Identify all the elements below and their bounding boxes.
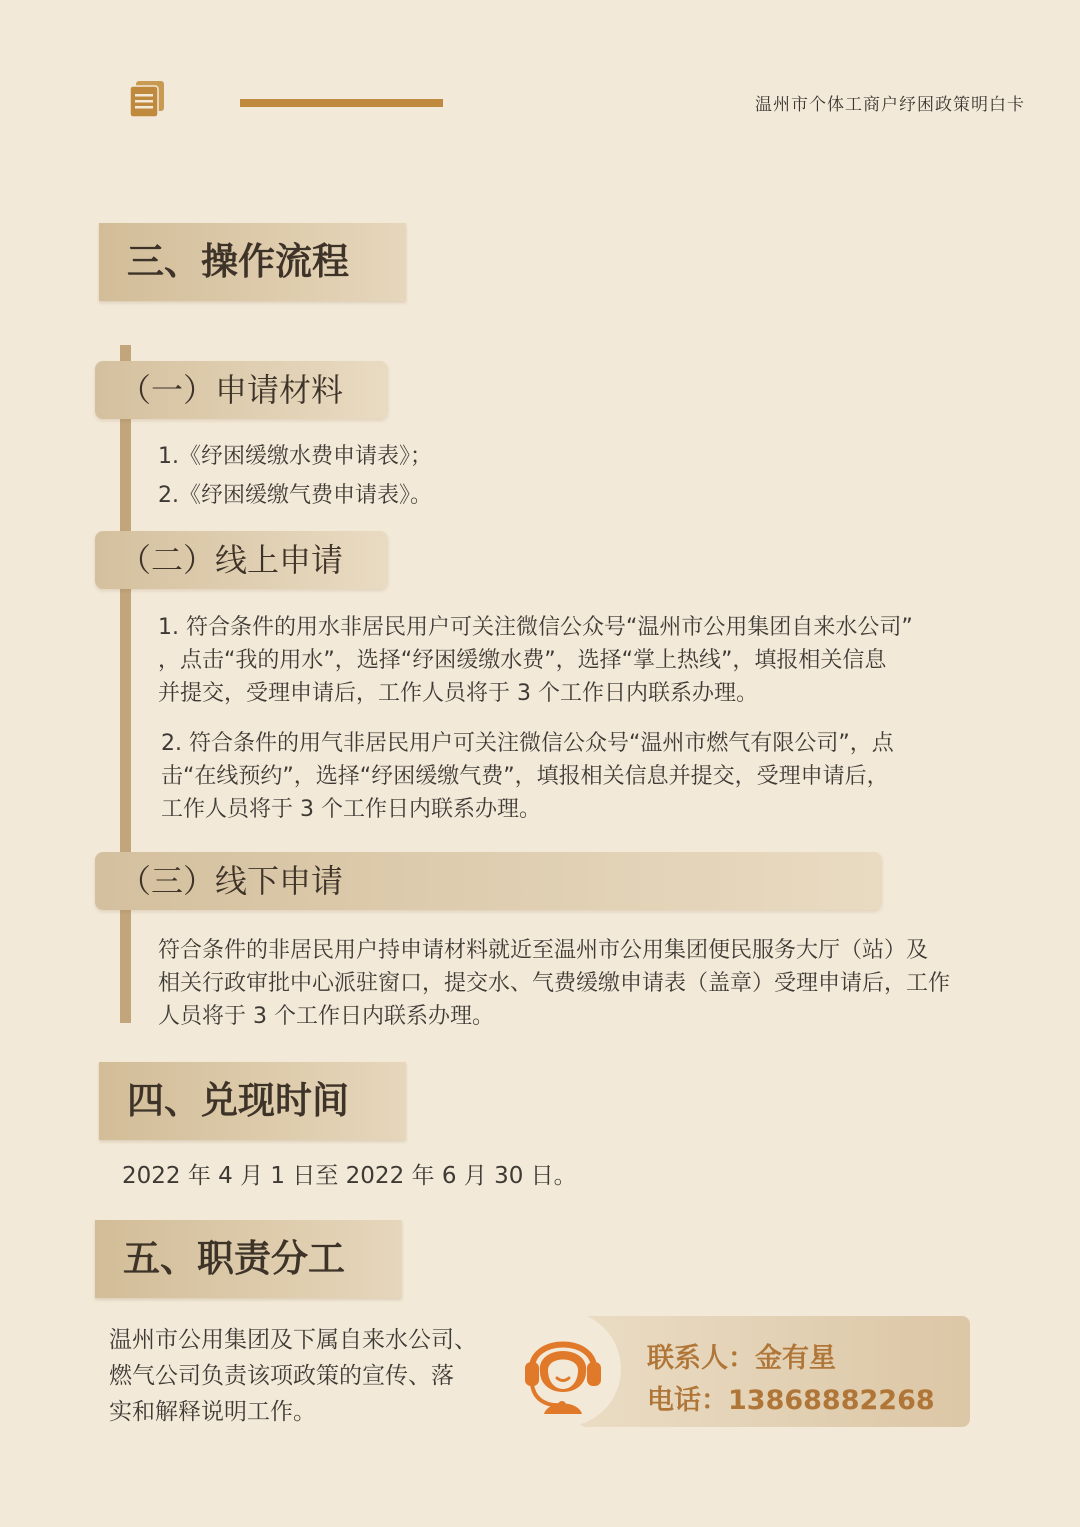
online-para-2-line-1: 2. 符合条件的用气非居民用户可关注微信公众号“温州市燃气有限公司”，点 bbox=[161, 731, 894, 756]
section-3-header: 三、操作流程 bbox=[99, 223, 406, 301]
header-title: 温州市个体工商户纾困政策明白卡 bbox=[755, 95, 1025, 115]
online-para-2-line-2: 击“在线预约”，选择“纾困缓缴气费”，填报相关信息并提交，受理申请后， bbox=[161, 764, 889, 789]
offline-para-line-1: 符合条件的非居民用户持申请材料就近至温州市公用集团便民服务大厅（站）及 bbox=[158, 938, 929, 963]
contact-person bbox=[647, 1336, 836, 1375]
contact-phone-number: 13868882268 bbox=[728, 1385, 935, 1416]
material-item-1: 1.《纾困缓缴水费申请表》； bbox=[158, 444, 432, 469]
online-para-2-line-3: 工作人员将于 3 个工作日内联系办理。 bbox=[161, 797, 541, 822]
online-para-1-line-2: ，点击“我的用水”，选择“纾困缓缴水费”，选择“掌上热线”，填报相关信息 bbox=[158, 648, 887, 673]
online-para-1-line-3: 并提交，受理申请后，工作人员将于 3 个工作日内联系办理。 bbox=[158, 681, 758, 706]
header-rule bbox=[240, 99, 443, 107]
subsection-2-header: （二）线上申请 bbox=[95, 531, 388, 589]
material-item-2: 2.《纾困缓缴气费申请表》。 bbox=[158, 483, 432, 508]
duty-line-3: 实和解释说明工作。 bbox=[109, 1399, 316, 1425]
contact-person-name: 金有星 bbox=[755, 1343, 836, 1374]
contact-phone bbox=[647, 1378, 935, 1417]
subsection-1-header: （一）申请材料 bbox=[95, 361, 388, 419]
redemption-period: 2022 年 4 月 1 日至 2022 年 6 月 30 日。 bbox=[122, 1163, 577, 1189]
section-4-header: 四、兑现时间 bbox=[99, 1062, 406, 1140]
offline-para-line-3: 人员将于 3 个工作日内联系办理。 bbox=[158, 1004, 494, 1029]
subsection-3-header: （三）线下申请 bbox=[95, 852, 882, 910]
duty-line-1: 温州市公用集团及下属自来水公司、 bbox=[109, 1327, 477, 1353]
contact-phone-label: 电话： bbox=[647, 1385, 728, 1416]
online-para-1-line-1: 1. 符合条件的用水非居民用户可关注微信公众号“温州市公用集团自来水公司” bbox=[158, 615, 913, 640]
document-stack-icon bbox=[128, 80, 166, 118]
duty-line-2: 燃气公司负责该项政策的宣传、落 bbox=[109, 1363, 454, 1389]
offline-para-line-2: 相关行政审批中心派驻窗口，提交水、气费缓缴申请表（盖章）受理申请后，工作 bbox=[158, 971, 951, 996]
timeline-bar bbox=[120, 345, 131, 1023]
customer-service-headset-icon bbox=[516, 1322, 610, 1416]
section-5-header: 五、职责分工 bbox=[95, 1220, 402, 1298]
contact-person-label: 联系人： bbox=[647, 1343, 755, 1374]
